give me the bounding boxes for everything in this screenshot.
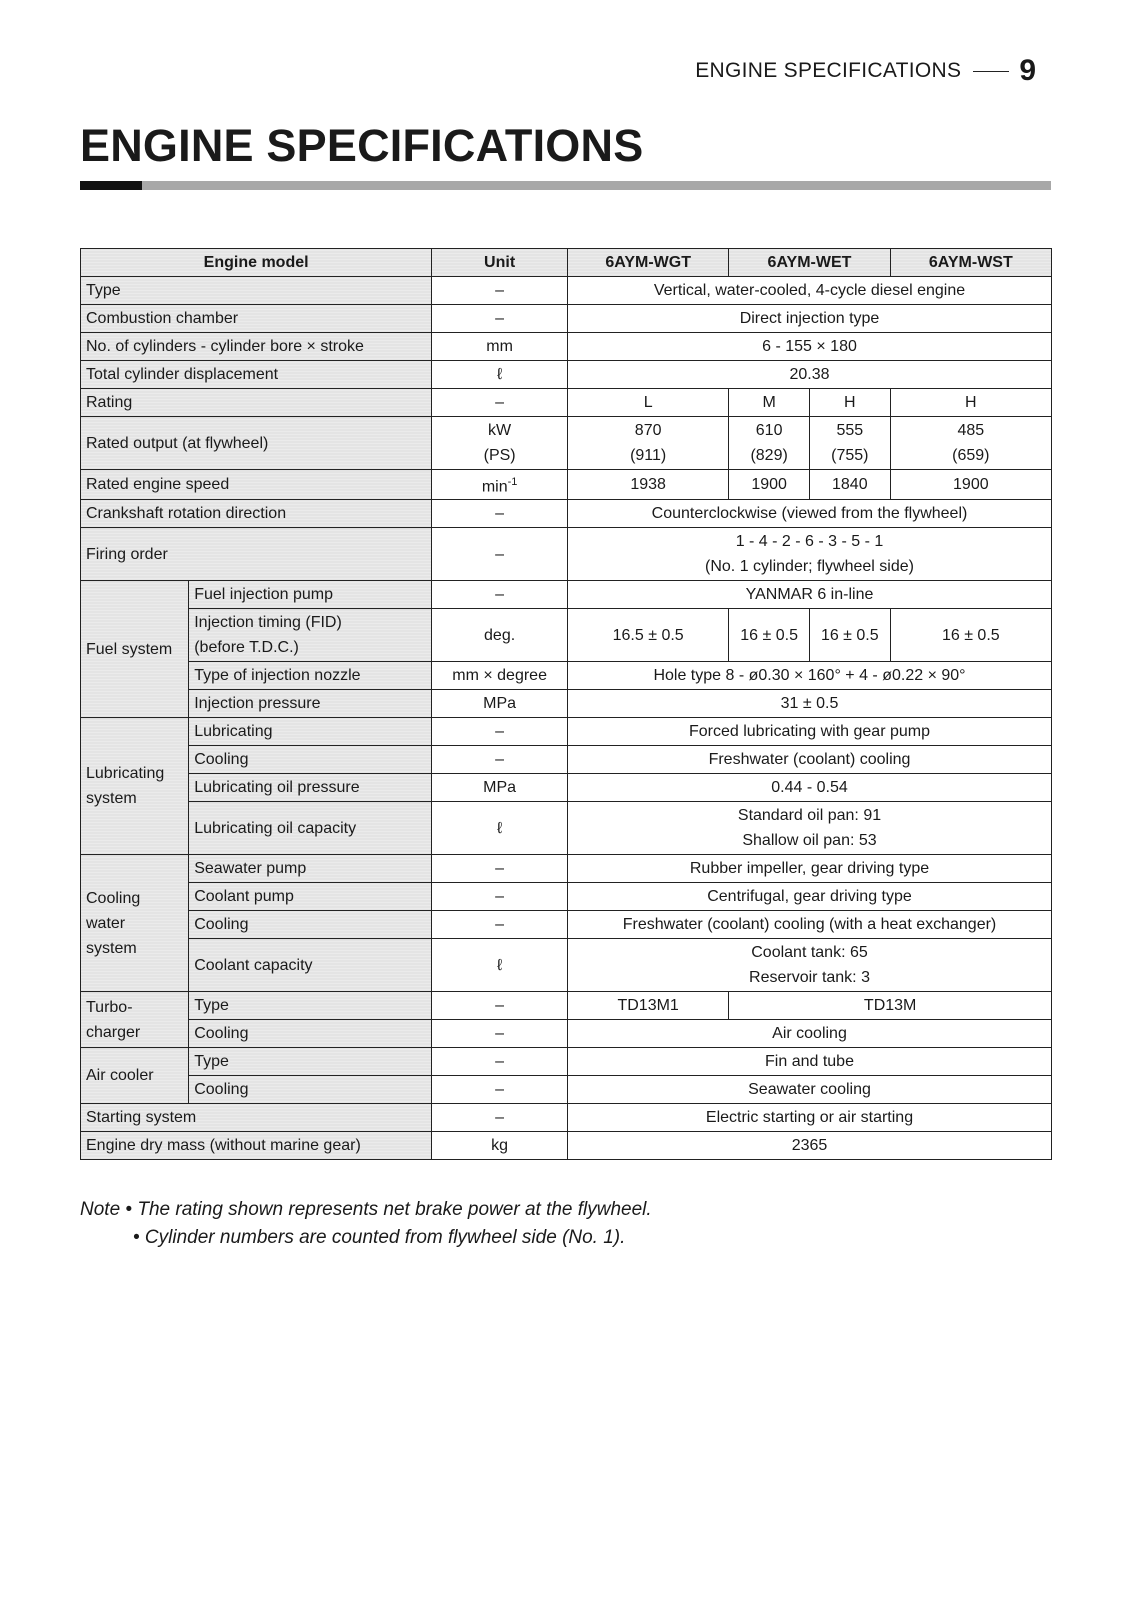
- row-value: Vertical, water-cooled, 4-cycle diesel engine: [568, 277, 1052, 305]
- table-row: [81, 718, 1052, 746]
- unit-ps: (PS): [483, 447, 516, 464]
- row-label: Starting system: [81, 1104, 432, 1132]
- row-unit: –: [432, 911, 568, 939]
- unit-superscript: -1: [507, 476, 518, 488]
- table-row: [81, 389, 1052, 417]
- row-label: Rated engine speed: [81, 470, 432, 500]
- table-row: [81, 1076, 1052, 1104]
- row-unit: deg.: [432, 609, 568, 662]
- table-row: [81, 690, 1052, 718]
- row-label: Lubricating oil capacity: [189, 802, 432, 855]
- row-value: Air cooling: [568, 1020, 1052, 1048]
- rating-wst: H: [890, 389, 1051, 417]
- turbo-type-wgt: TD13M1: [568, 992, 729, 1020]
- speed-wet-h: 1840: [809, 470, 890, 500]
- row-label: Lubricating oil pressure: [189, 774, 432, 802]
- row-label: Type: [189, 992, 432, 1020]
- row-unit: –: [432, 500, 568, 528]
- title-rule-accent: [80, 181, 142, 190]
- row-value: Freshwater (coolant) cooling: [568, 746, 1052, 774]
- row-unit: –: [432, 855, 568, 883]
- label-line: Injection timing (FID): [194, 614, 342, 632]
- group-label-line: Lubricating: [86, 765, 165, 783]
- row-value: Electric starting or air starting: [568, 1104, 1052, 1132]
- table-row: [81, 361, 1052, 389]
- output-ps: (829): [750, 447, 788, 464]
- row-value: Rubber impeller, gear driving type: [568, 855, 1052, 883]
- header-model-wgt: 6AYM-WGT: [568, 249, 729, 277]
- row-label: Seawater pump: [189, 855, 432, 883]
- firing-order-sequence: 1 - 4 - 2 - 6 - 3 - 5 - 1: [735, 533, 884, 551]
- spec-table: [80, 248, 1052, 1160]
- row-unit: –: [432, 528, 568, 581]
- table-row: [81, 911, 1052, 939]
- table-row: [81, 1020, 1052, 1048]
- rating-wet-h: H: [809, 389, 890, 417]
- row-value: 20.38: [568, 361, 1052, 389]
- value-line: Shallow oil pan: 53: [742, 832, 877, 850]
- row-value: 6 - 155 × 180: [568, 333, 1052, 361]
- row-unit: –: [432, 746, 568, 774]
- output-kw: 485: [957, 422, 985, 439]
- row-label: Fuel injection pump: [189, 581, 432, 609]
- row-label: Rating: [81, 389, 432, 417]
- row-unit: [432, 470, 568, 500]
- group-turbocharger: [81, 992, 189, 1048]
- output-ps: (659): [952, 447, 990, 464]
- row-unit: ℓ: [432, 939, 568, 992]
- table-row: [81, 277, 1052, 305]
- output-kw: 555: [836, 422, 864, 439]
- group-label-line: system: [86, 790, 137, 808]
- row-unit: [432, 417, 568, 470]
- output-wet-h: [809, 417, 890, 470]
- row-unit: –: [432, 389, 568, 417]
- row-unit: –: [432, 581, 568, 609]
- row-value: 31 ± 0.5: [568, 690, 1052, 718]
- row-value: 0.44 - 0.54: [568, 774, 1052, 802]
- row-label: Injection pressure: [189, 690, 432, 718]
- row-unit: kg: [432, 1132, 568, 1160]
- row-unit: –: [432, 883, 568, 911]
- row-unit: MPa: [432, 774, 568, 802]
- group-label-line: water: [86, 914, 126, 932]
- row-value: [568, 528, 1052, 581]
- group-label-line: charger: [86, 1023, 141, 1041]
- table-row: [81, 662, 1052, 690]
- table-row: [81, 609, 1052, 662]
- row-value: Hole type 8 - ø0.30 × 160° + 4 - ø0.22 × 90°: [568, 662, 1052, 690]
- group-fuel-system: Fuel system: [81, 581, 189, 718]
- row-unit: MPa: [432, 690, 568, 718]
- row-unit: –: [432, 1076, 568, 1104]
- row-value: Centrifugal, gear driving type: [568, 883, 1052, 911]
- row-unit: –: [432, 992, 568, 1020]
- row-value: Direct injection type: [568, 305, 1052, 333]
- row-unit: ℓ: [432, 802, 568, 855]
- row-label: Coolant pump: [189, 883, 432, 911]
- notes: [80, 1196, 652, 1252]
- row-value: YANMAR 6 in-line: [568, 581, 1052, 609]
- header-model-wet: 6AYM-WET: [729, 249, 890, 277]
- timing-wet-m: 16 ± 0.5: [729, 609, 810, 662]
- table-row: [81, 855, 1052, 883]
- row-unit: mm: [432, 333, 568, 361]
- row-value: [568, 939, 1052, 992]
- table-row: [81, 1048, 1052, 1076]
- row-label: Type of injection nozzle: [189, 662, 432, 690]
- row-unit: –: [432, 718, 568, 746]
- group-lubricating-system: [81, 718, 189, 855]
- running-header: [695, 54, 1036, 88]
- title-rule: [80, 181, 1051, 190]
- label-line: (before T.D.C.): [194, 639, 299, 657]
- row-value: Fin and tube: [568, 1048, 1052, 1076]
- timing-wet-h: 16 ± 0.5: [809, 609, 890, 662]
- row-unit: –: [432, 1048, 568, 1076]
- value-line: Reservoir tank: 3: [749, 969, 870, 987]
- table-row: [81, 581, 1052, 609]
- group-label-line: Cooling: [86, 889, 141, 907]
- page-title: ENGINE SPECIFICATIONS: [80, 120, 644, 171]
- speed-wet-m: 1900: [729, 470, 810, 500]
- page-number: 9: [1019, 54, 1036, 87]
- row-value: Seawater cooling: [568, 1076, 1052, 1104]
- table-row: [81, 333, 1052, 361]
- table-row: [81, 500, 1052, 528]
- table-header-row: [81, 249, 1052, 277]
- group-air-cooler: Air cooler: [81, 1048, 189, 1104]
- timing-wgt: 16.5 ± 0.5: [568, 609, 729, 662]
- unit-kw: kW: [488, 422, 512, 439]
- row-label: No. of cylinders - cylinder bore × stroke: [81, 333, 432, 361]
- row-unit: –: [432, 1104, 568, 1132]
- group-label-line: Turbo-: [86, 998, 133, 1016]
- row-value: 2365: [568, 1132, 1052, 1160]
- row-label: Coolant capacity: [189, 939, 432, 992]
- turbo-type-other: TD13M: [729, 992, 1052, 1020]
- timing-wst: 16 ± 0.5: [890, 609, 1051, 662]
- row-label: Type: [81, 277, 432, 305]
- table-row: [81, 802, 1052, 855]
- running-header-rule: [973, 71, 1009, 72]
- output-wgt: [568, 417, 729, 470]
- table-row: [81, 470, 1052, 500]
- row-label: [189, 609, 432, 662]
- table-row: [81, 992, 1052, 1020]
- row-label: Cooling: [189, 1020, 432, 1048]
- rating-wet-m: M: [729, 389, 810, 417]
- unit-text: min: [481, 478, 508, 496]
- row-label: Rated output (at flywheel): [81, 417, 432, 470]
- output-ps: (911): [630, 447, 667, 464]
- table-row: [81, 1104, 1052, 1132]
- group-label-line: system: [86, 939, 137, 957]
- table-row: [81, 1132, 1052, 1160]
- row-unit: ℓ: [432, 361, 568, 389]
- row-label: Combustion chamber: [81, 305, 432, 333]
- row-value: Forced lubricating with gear pump: [568, 718, 1052, 746]
- rating-wgt: L: [568, 389, 729, 417]
- output-kw: 870: [634, 422, 662, 439]
- table-row: [81, 305, 1052, 333]
- speed-wst: 1900: [890, 470, 1051, 500]
- table-row: [81, 939, 1052, 992]
- header-unit: Unit: [432, 249, 568, 277]
- value-line: Standard oil pan: 91: [737, 807, 882, 825]
- header-model-wst: 6AYM-WST: [890, 249, 1051, 277]
- table-row: [81, 528, 1052, 581]
- row-label: Cooling: [189, 746, 432, 774]
- row-label: Firing order: [81, 528, 432, 581]
- output-wst: [890, 417, 1051, 470]
- value-line: Coolant tank: 65: [751, 944, 868, 962]
- note-line: • Cylinder numbers are counted from flywheel side (No. 1).: [133, 1227, 626, 1248]
- row-label: Lubricating: [189, 718, 432, 746]
- firing-order-note: (No. 1 cylinder; flywheel side): [705, 558, 914, 576]
- row-value: Freshwater (coolant) cooling (with a heat exchanger): [568, 911, 1052, 939]
- group-cooling-water-system: [81, 855, 189, 992]
- table-row: [81, 774, 1052, 802]
- speed-wgt: 1938: [568, 470, 729, 500]
- table-row: [81, 746, 1052, 774]
- row-label: Crankshaft rotation direction: [81, 500, 432, 528]
- row-label: Type: [189, 1048, 432, 1076]
- row-label: Cooling: [189, 911, 432, 939]
- header-engine-model: Engine model: [81, 249, 432, 277]
- row-value: [568, 802, 1052, 855]
- running-header-section: ENGINE SPECIFICATIONS: [695, 59, 962, 82]
- note-line: Note • The rating shown represents net brake power at the flywheel.: [80, 1199, 652, 1220]
- row-unit: mm × degree: [432, 662, 568, 690]
- row-label: Cooling: [189, 1076, 432, 1104]
- row-label: Engine dry mass (without marine gear): [81, 1132, 432, 1160]
- table-row: [81, 883, 1052, 911]
- row-unit: –: [432, 1020, 568, 1048]
- output-kw: 610: [755, 422, 783, 439]
- row-value: Counterclockwise (viewed from the flywheel): [568, 500, 1052, 528]
- row-unit: –: [432, 277, 568, 305]
- row-unit: –: [432, 305, 568, 333]
- output-ps: (755): [831, 447, 869, 464]
- row-label: Total cylinder displacement: [81, 361, 432, 389]
- output-wet-m: [729, 417, 810, 470]
- table-row: [81, 417, 1052, 470]
